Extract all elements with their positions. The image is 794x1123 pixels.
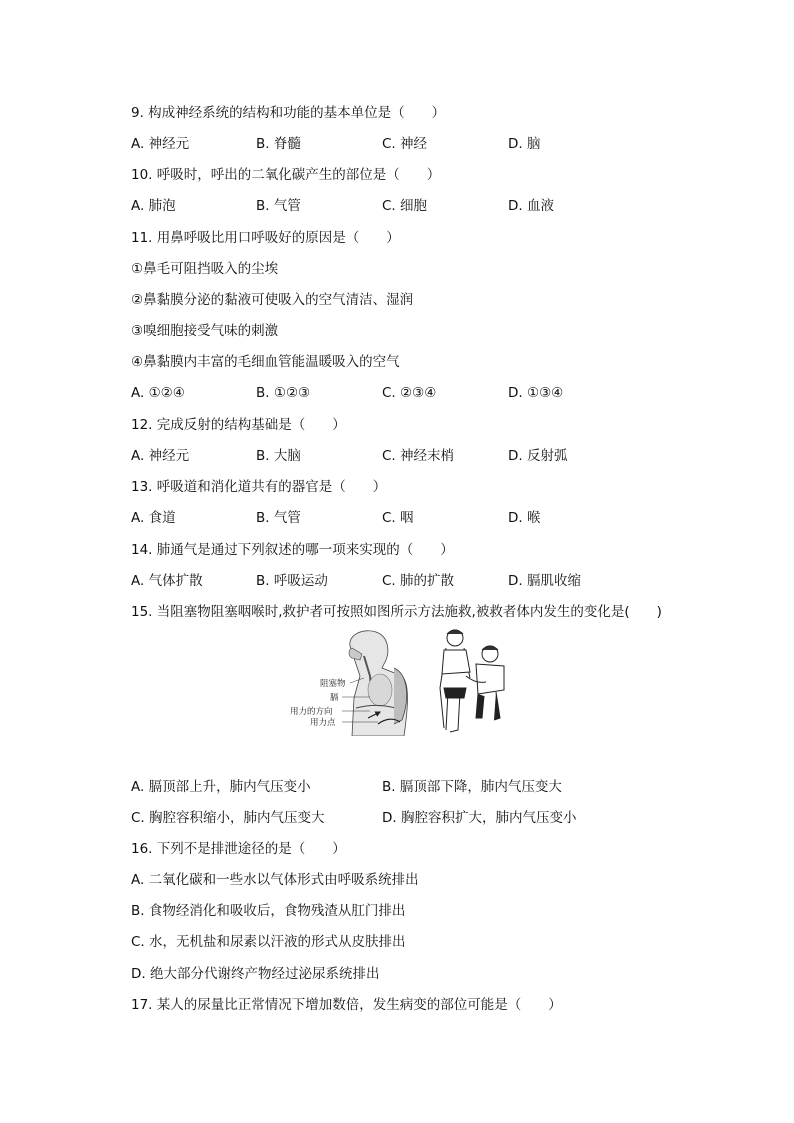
option-a: A. ①②④: [131, 385, 185, 401]
option-a: A. 神经元: [131, 448, 190, 464]
option-d: D. 血液: [508, 198, 554, 214]
question-13-stem: 13. 呼吸道和消化道共有的器官是（ ）: [131, 479, 387, 495]
option-c: C. 神经末梢: [382, 448, 455, 464]
option-c: C. ②③④: [382, 385, 437, 401]
option-a: A. 食道: [131, 510, 176, 526]
question-14-stem: 14. 肺通气是通过下列叙述的哪一项来实现的（ ）: [131, 542, 454, 558]
label-force-point: 用力点: [310, 718, 336, 728]
option-d: D. ①③④: [508, 385, 564, 401]
heimlich-maneuver-figure: [290, 628, 512, 736]
option-a: A. 膈顶部上升，肺内气压变小: [131, 779, 311, 795]
cross-section-drawing: [349, 631, 408, 736]
option-b: B. 气管: [256, 510, 301, 526]
question-12-stem: 12. 完成反射的结构基础是（ ）: [131, 417, 346, 433]
option-b: B. 呼吸运动: [256, 573, 328, 589]
option-c: C. 胸腔容积缩小，肺内气压变大: [131, 810, 325, 826]
option-d: D. 胸腔容积扩大，肺内气压变小: [382, 810, 577, 826]
option-d: D. 反射弧: [508, 448, 568, 464]
question-10-stem: 10. 呼吸时，呼出的二氧化碳产生的部位是（ ）: [131, 167, 441, 183]
option-d: D. 绝大部分代谢终产物经过泌尿系统排出: [131, 966, 380, 982]
option-b: B. 脊髓: [256, 136, 301, 152]
question-17-stem: 17. 某人的尿量比正常情况下增加数倍，发生病变的部位可能是（ ）: [131, 997, 562, 1013]
option-d: D. 喉: [508, 510, 541, 526]
label-diaphragm: 膈: [330, 693, 339, 703]
option-d: D. 脑: [508, 136, 541, 152]
statement-4: ④鼻黏膜内丰富的毛细血管能温暖吸入的空气: [131, 354, 400, 370]
option-a: A. 肺泡: [131, 198, 176, 214]
option-a: A. 神经元: [131, 136, 190, 152]
option-b: B. 大脑: [256, 448, 301, 464]
option-c: C. 水，无机盐和尿素以汗液的形式从皮肤排出: [131, 934, 406, 950]
option-a: A. 气体扩散: [131, 573, 203, 589]
option-c: C. 神经: [382, 136, 428, 152]
option-b: B. 膈顶部下降，肺内气压变大: [382, 779, 562, 795]
label-obstruction: 阻塞物: [320, 679, 346, 689]
label-force-direction: 用力的方向: [290, 707, 333, 717]
question-9-stem: 9. 构成神经系统的结构和功能的基本单位是（ ）: [131, 105, 446, 121]
question-15-stem: 15. 当阻塞物阻塞咽喉时,救护者可按照如图所示方法施救,被救者体内发生的变化是( ): [131, 604, 662, 620]
statement-1: ①鼻毛可阻挡吸入的尘埃: [131, 261, 279, 277]
option-d: D. 膈肌收缩: [508, 573, 581, 589]
statement-3: ③嗅细胞接受气味的刺激: [131, 323, 279, 339]
option-c: C. 肺的扩散: [382, 573, 455, 589]
option-b: B. ①②③: [256, 385, 311, 401]
rescuer-victim-drawing: [440, 630, 504, 732]
question-16-stem: 16. 下列不是排泄途径的是（ ）: [131, 841, 346, 857]
statement-2: ②鼻黏膜分泌的黏液可使吸入的空气清洁、湿润: [131, 292, 414, 308]
option-a: A. 二氧化碳和一些水以气体形式由呼吸系统排出: [131, 872, 419, 888]
question-11-stem: 11. 用鼻呼吸比用口呼吸好的原因是（ ）: [131, 230, 400, 246]
option-b: B. 食物经消化和吸收后，食物残渣从肛门排出: [131, 903, 406, 919]
rescue-illustration: [290, 628, 512, 736]
option-c: C. 咽: [382, 510, 414, 526]
option-c: C. 细胞: [382, 198, 428, 214]
option-b: B. 气管: [256, 198, 301, 214]
